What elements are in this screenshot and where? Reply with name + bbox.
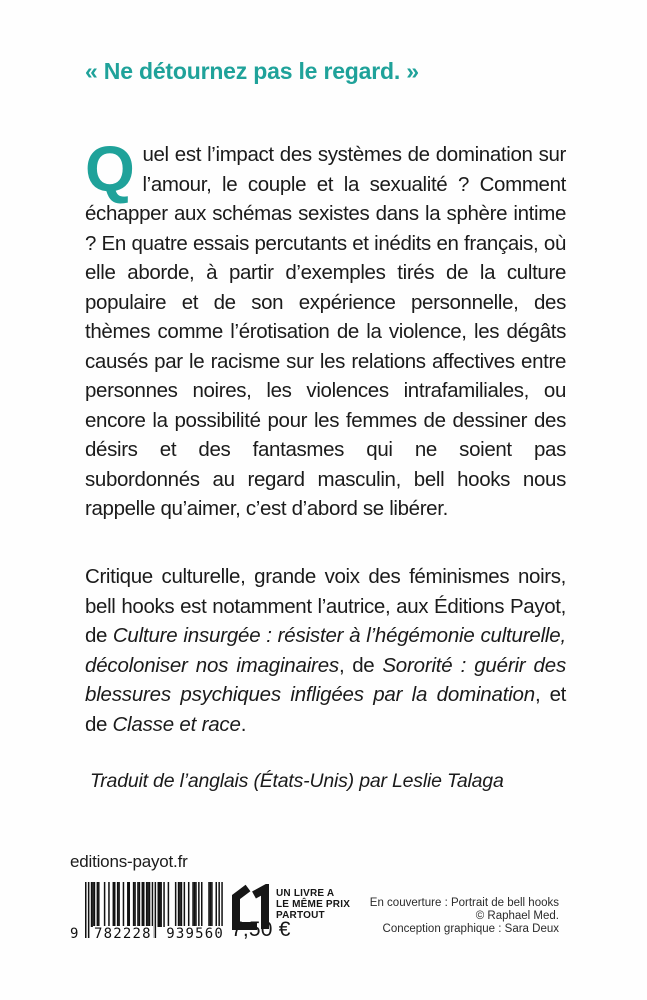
logo-text-line: UN LIVRE A [276, 888, 335, 899]
book-title: Culture insurgée : résister à l’hégémonie culturelle, décoloniser nos imaginaires [85, 624, 566, 677]
cover-credits [370, 897, 559, 935]
tagline-quote: « Ne détournez pas le regard. » [85, 58, 419, 84]
price-tag: 7,50 € [231, 918, 291, 941]
credit-line-graphic-design: Conception graphique : Sara Deux [382, 922, 559, 935]
barcode-digits-right: 939560 [166, 926, 224, 942]
bio-text: Critique culturelle, grande voix des féminismes noirs, bell hooks est notamment l’autrice, aux Éditions Payot, de [85, 565, 566, 647]
publisher-website: editions-payot.fr [70, 852, 188, 871]
ean-barcode [70, 882, 225, 942]
credit-line-photographer: © Raphael Med. [475, 909, 559, 922]
fixed-price-logo-text [276, 888, 350, 921]
drop-cap: Q [85, 133, 135, 205]
barcode-digit-first: 9 [70, 926, 80, 942]
logo-text-line: LE MÊME PRIX [276, 899, 351, 910]
barcode-digits-left: 782228 [94, 926, 152, 942]
bio-paragraph [85, 562, 566, 739]
synopsis-text: uel est l’impact des systèmes de domination sur l’amour, le couple et la sexualité ? Comment échapper aux schémas sexistes dans la sphère intime ? En quatre essais percutants et inédits en français, où elle aborde, à partir d’exemples tirés de la culture populaire et de son expérience personnelle, des thèmes comme l’érotisation de la violence, les dégâts causés par le racisme sur les relations affectives entre personnes noires, les violences intrafamiliales, ou encore la possibilité pour les femmes de dessiner des désirs et des fantasmes qui ne soient pas subordonnés au regard masculin, bell hooks nous rappelle qu’aimer, c’est d’abord se libérer. [85, 143, 566, 520]
translator-credit: Traduit de l’anglais (États-Unis) par Leslie Talaga [90, 770, 504, 792]
synopsis-paragraph [85, 133, 566, 524]
logo-text-line: PARTOUT [276, 910, 325, 921]
bio-text: . [240, 712, 247, 736]
barcode-number [69, 926, 225, 942]
credit-line-cover-photo: En couverture : Portrait de bell hooks [369, 897, 559, 909]
book-title: Classe et race [112, 712, 241, 736]
book-title: Sororité : guérir des blessures psychiques infligées par la domination [85, 653, 567, 706]
bio-text: , et de [85, 683, 566, 736]
bio-text: , de [338, 653, 383, 677]
